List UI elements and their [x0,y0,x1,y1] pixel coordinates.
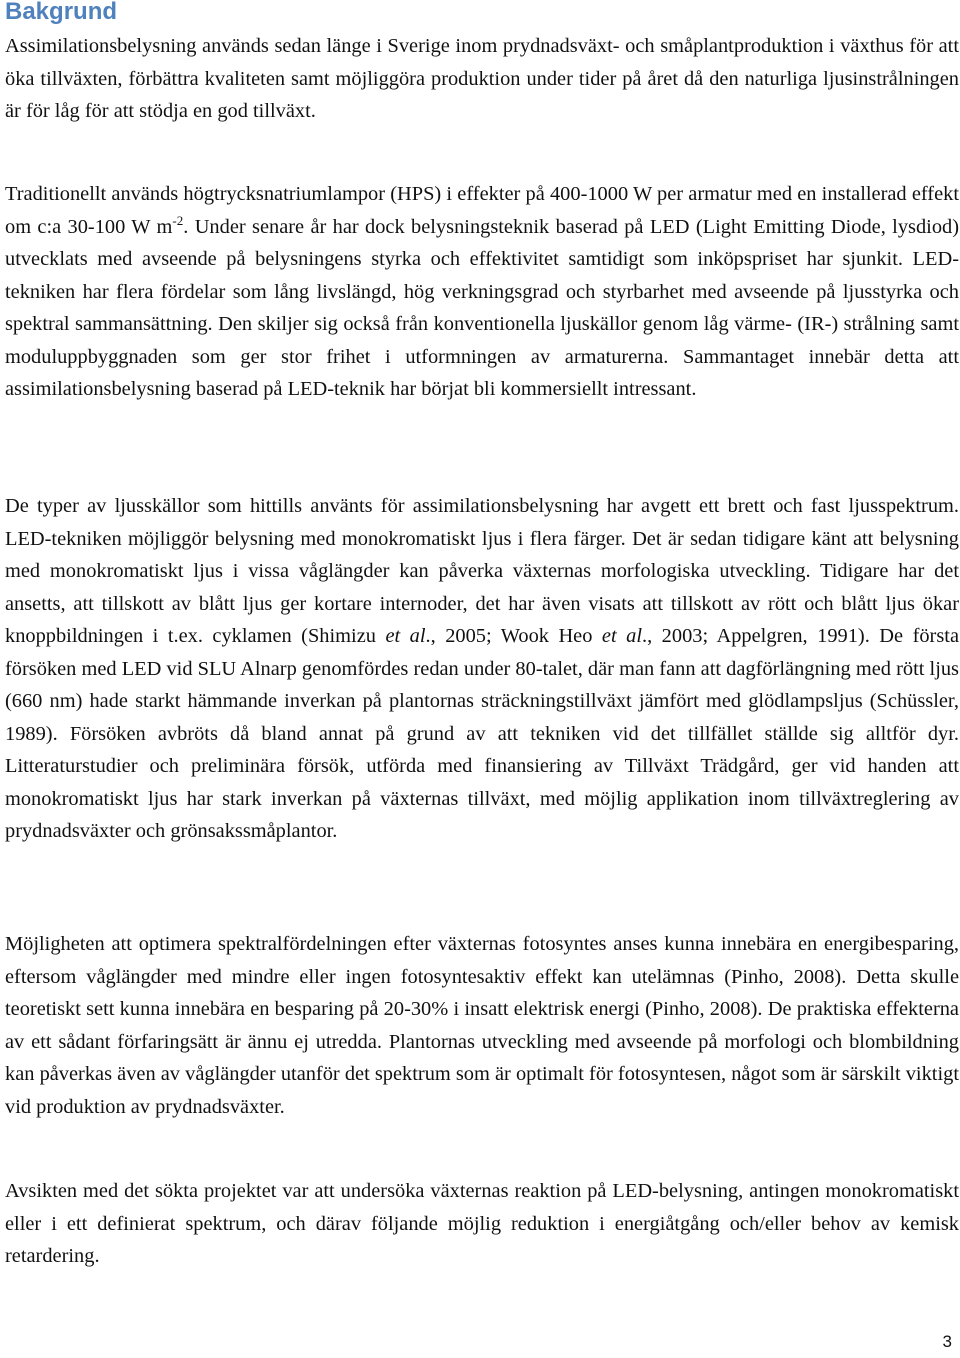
paragraph-2 [5,178,959,406]
paragraph-3-text-a: De typer av ljusskällor som hittills använts för assimilationsbelysning har avgett ett brett och fast ljusspektrum. LED-tekniken möjliggör belysning med monokromatiskt ljus i flera färger. Det är sedan tidigare känt att belysning med monokromatiskt ljus i vissa våglängder kan påverka växternas morfologiska utveckling. Tidigare har det ansetts, att tillskott av blått ljus ger kortare internoder, det har även visats att tillskott av rött och blått ljus ökar knoppbildningen i t.ex. cyklamen (Shimizu [5,495,959,647]
paragraph-3 [5,490,959,848]
paragraph-2-text-a: Traditionellt används högtrycksnatriumlampor (HPS) i effekter på 400-1000 W per armatur med en installerad effekt om c:a 30-100 W m [5,183,959,238]
paragraph-3-text-c: ., 2003; Appelgren, 1991). De första försöken med LED vid SLU Alnarp genomfördes redan under 80-talet, där man fann att dagförlängning med rött ljus (660 nm) hade starkt hämmande inverkan på plantornas sträckningstillväxt jämfört med glödlampsljus (Schüssler, 1989). Försöken avbröts då bland annat på grund av att tekniken vid det tillfället ställde sig alltför dyr. Litteraturstudier och preliminära försök, utförda med finansiering av Tillväxt Trädgård, ger vid handen att monokromatiskt ljus har stark inverkan på växternas tillväxt, med möjlig applikation inom tillväxtreglering av prydnadsväxter och grönsakssmåplantor. [5,625,959,842]
paragraph-1: Assimilationsbelysning används sedan länge i Sverige inom prydnadsväxt- och småplantproduktion i växthus för att öka tillväxten, förbättra kvaliteten samt möjliggöra produktion under tider på året då den naturliga ljusinstrålningen är för låg för att stödja en god tillväxt. [5,35,959,122]
page-number: 3 [942,1332,952,1351]
paragraph-5: Avsikten med det sökta projektet var att undersöka växternas reaktion på LED-belysning, antingen monokromatiskt eller i ett definierat spektrum, och därav följande möjlig reduktion i energiåtgång och/eller behov av kemisk retardering. [5,1180,959,1267]
paragraph-4: Möjligheten att optimera spektralfördelningen efter växternas fotosyntes anses kunna innebära en energibesparing, eftersom våglängder med mindre eller ingen fotosyntesaktiv effekt kan utelämnas (Pinho, 2008). Detta skulle teoretiskt sett kunna innebära en besparing på 20-30% i insatt elektrisk energi (Pinho, 2008). De praktiska effekterna av ett sådant förfaringsätt är ännu ej utredda. Plantornas utveckling med avseende på morfologi och blombildning kan påverkas även av våglängder utanför det spektrum som är optimalt för fotosyntesen, något som är särskilt viktigt vid produktion av prydnadsväxter. [5,933,959,1118]
citation-et-al: et al [601,625,642,647]
section-heading: Bakgrund [5,0,118,25]
citation-et-al: et al [385,625,426,647]
superscript-exponent: -2 [172,212,184,228]
paragraph-2-text-b: . Under senare år har dock belysningsteknik baserad på LED (Light Emitting Diode, lysdiod) utvecklats med avseende på belysningens styrka och effektivitet samtidigt som inköpspriset har sjunkit. LED-tekniken har flera fördelar som lång livslängd, hög verkningsgrad och styrbarhet med avseende på ljusstyrka och spektral sammansättning. Den skiljer sig också från konventionella ljuskällor genom låg värme- (IR-) strålning samt moduluppbyggnaden som ger stor frihet i utformningen av armaturerna. Sammantaget innebär detta att assimilationsbelysning baserad på LED-teknik har börjat bli kommersiellt intressant. [5,215,959,400]
paragraph-3-text-b: ., 2005; Wook Heo [425,625,602,647]
